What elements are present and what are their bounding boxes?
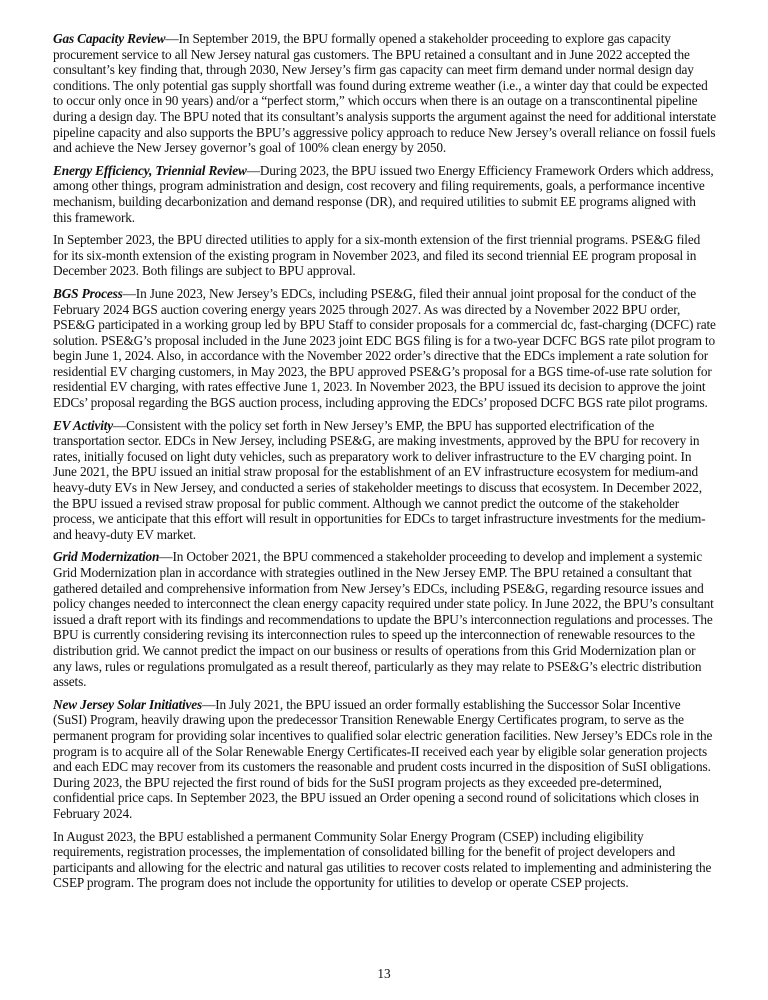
- paragraph-heading: EV Activity: [53, 417, 114, 433]
- paragraph-heading: BGS Process: [53, 285, 123, 301]
- paragraph-heading: Gas Capacity Review: [53, 31, 166, 46]
- paragraph-heading: Energy Efficiency, Triennial Review: [53, 162, 247, 178]
- paragraph-text: —During 2023, the BPU issued two Energy Efficiency Framework Orders which address, among other things, program administration and design, cost recovery and filing requirements, goals, a performance incentive mechanism, building decarbonization and demand response (DR), and required utilities to submit EE programs aligned with this framework.: [53, 162, 714, 225]
- paragraph-solar-initiatives: [53, 697, 717, 822]
- paragraph-heading: New Jersey Solar Initiatives: [53, 696, 203, 712]
- document-body: [53, 31, 717, 898]
- paragraph-community-solar: [53, 829, 717, 891]
- paragraph-text: —In July 2021, the BPU issued an order formally establishing the Successor Solar Incentive (SuSI) Program, heavily drawing upon the predecessor Transition Renewable Energy Certificates program, to serve as the permanent program for providing solar incentives to qualified solar electric generation facilities. New Jersey’s EDCs role in the program is to acquire all of the Solar Renewable Energy Certificates-II received each year by eligible solar generation projects and each EDC may recover from its customers the reasonable and prudent costs incurred in the disposition of SuSI obligations. During 2023, the BPU rejected the first round of bids for the SuSI program projects as they exceeded pre-determined, confidential price caps. In September 2023, the BPU issued an Order opening a second round of solicitations which closes in February 2024.: [53, 696, 713, 821]
- page-number: 13: [377, 966, 391, 981]
- paragraph-text: —In September 2019, the BPU formally opened a stakeholder proceeding to explore gas capacity procurement service to all New Jersey natural gas customers. The BPU retained a consultant and in June 2022 accepted the consultant’s key finding that, through 2030, New Jersey’s firm gas capacity can meet firm demand under normal design day conditions. The only potential gas supply shortfall was found during extreme weather (i.e., a winter day that could be expected to occur only once in 90 years) and/or a “perfect storm,” which occurs when there is an outage on a transcontinental pipeline during a design day. The BPU noted that its consultant’s analysis supports the argument against the need for additional interstate pipeline capacity and also supports the BPU’s aggressive policy approach to reduce New Jersey’s overall reliance on fossil fuels and achieve the New Jersey governor’s goal of 100% clean energy by 2050.: [53, 31, 717, 156]
- paragraph-text: In August 2023, the BPU established a permanent Community Solar Energy Program (CSEP) including eligibility requirements, registration processes, the implementation of consolidated billing for the benefit of project developers and participants and allowing for the electric and natural gas utilities to recover costs related to implementing and administering the CSEP program. The program does not include the opportunity for utilities to develop or operate CSEP projects.: [53, 828, 712, 891]
- paragraph-text: —In October 2021, the BPU commenced a stakeholder proceeding to develop and implement a systemic Grid Modernization plan in accordance with strategies outlined in the New Jersey EMP. The BPU retained a consultant that gathered detailed and comprehensive information from New Jersey’s EDCs, including PSE&G, regarding resource issues and policy changes needed to interconnect the clean energy capacity required under state policy. In June 2022, the BPU’s consultant issued a draft report with its findings and recommendations to update the BPU’s interconnection regulations and processes. The BPU is currently considering revising its interconnection rules to speed up the interconnection of renewable resources to the distribution grid. We cannot predict the impact on our business or results of operations from this Grid Modernization plan or any laws, rules or regulations promulgated as a result thereof, particularly as they may relate to PSE&G’s electric distribution assets.: [53, 549, 714, 690]
- paragraph-heading: Grid Modernization: [53, 549, 160, 565]
- paragraph-energy-efficiency: [53, 163, 717, 225]
- paragraph-text: —In June 2023, New Jersey’s EDCs, including PSE&G, filed their annual joint proposal for the conduct of the February 2024 BGS auction covering energy years 2025 through 2027. As was directed by a November 2022 BPU order, PSE&G participated in a working group led by BPU Staff to consider proposals for a commercial dc, fast-charging (DCFC) rate solution. PSE&G’s proposal included in the June 2023 joint EDC BGS filing is for a two-year DCFC BGS rate pilot program to begin June 1, 2024. Also, in accordance with the November 2022 order’s directive that the EDCs implement a rate solution for residential EV charging customers, in May 2023, the BPU approved PSE&G’s proposal for a BGS time-of-use rate solution for residential EV charging, with rates effective June 1, 2023. In November 2023, the BPU issued its decision to approve the joint EDCs’ proposal regarding the BGS auction process, including approving the EDCs’ proposed DCFC BGS rate pilot programs.: [53, 285, 716, 411]
- paragraph-gas-capacity-review: [53, 31, 717, 156]
- paragraph-text: —Consistent with the policy set forth in New Jersey’s EMP, the BPU has supported electrification of the transportation sector. EDCs in New Jersey, including PSE&G, are making investments, approved by the BPU for recovery in rates, initially focused on light duty vehicles, such as preparatory work to deliver infrastructure to the EV charging point. In June 2021, the BPU issued an initial straw proposal for the establishment of an EV infrastructure ecosystem for medium-and heavy-duty EVs in New Jersey, and conducted a series of stakeholder meetings to discuss that ecosystem. In December 2022, the BPU issued a revised straw proposal for public comment. Although we cannot predict the outcome of the stakeholder process, we anticipate that this effort will result in opportunities for EDCs to target infrastructure investments for the medium- and heavy-duty EV market.: [53, 417, 706, 542]
- paragraph-grid-modernization: [53, 549, 717, 689]
- paragraph-ev-activity: [53, 418, 717, 543]
- paragraph-bgs-process: [53, 286, 717, 411]
- paragraph-text: In September 2023, the BPU directed utilities to apply for a six-month extension of the first triennial programs. PSE&G filed for its six-month extension of the existing program in November 2023, and filed its second triennial EE program proposal in December 2023. Both filings are subject to BPU approval.: [53, 232, 701, 279]
- paragraph-triennial-extension: [53, 232, 717, 279]
